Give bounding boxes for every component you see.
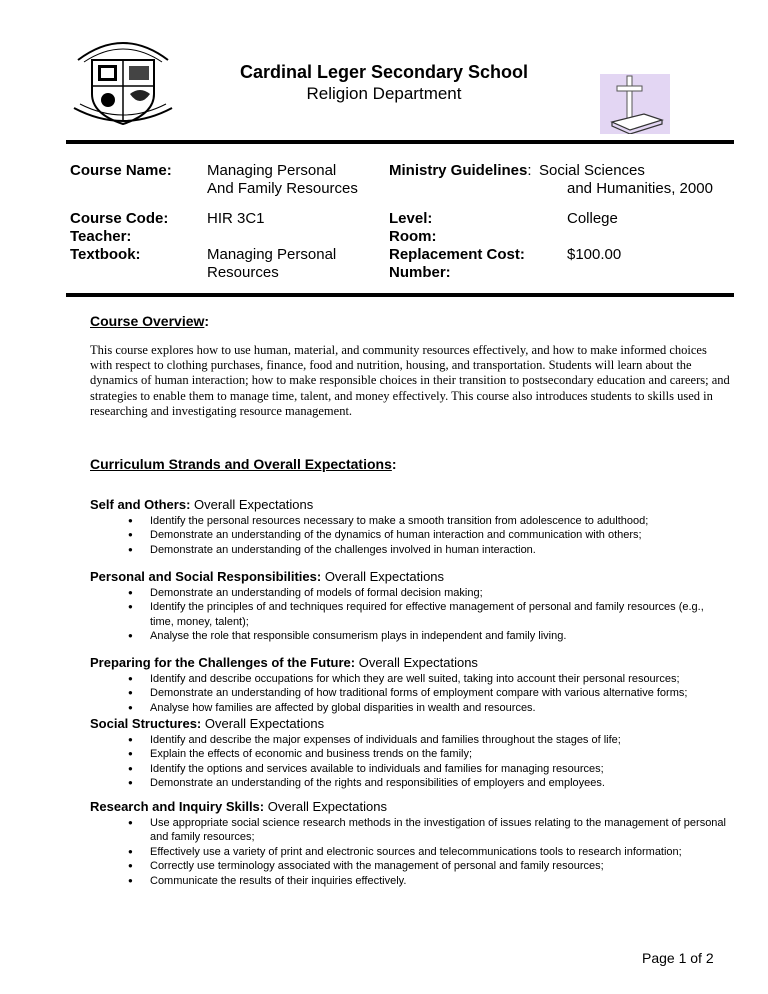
list-item: ● Demonstrate an understanding of models of formal decision making; xyxy=(138,586,728,600)
expectations-list xyxy=(138,514,728,557)
list-item: ● Explain the effects of economic and business trends on the family; xyxy=(138,747,728,761)
section-title: Preparing for the Challenges of the Future: Overall Expectations xyxy=(90,655,478,670)
expectations-list xyxy=(138,816,728,888)
school-name: Cardinal Leger Secondary School xyxy=(239,62,529,82)
list-item: ● Demonstrate an understanding of the challenges involved in human interaction. xyxy=(138,543,728,557)
textbook-label: Textbook: xyxy=(70,246,141,263)
course-name-label: Course Name: xyxy=(70,162,172,179)
ministry-label: Ministry Guidelines xyxy=(389,162,528,179)
strands-heading-text: Curriculum Strands and Overall Expectations xyxy=(90,456,392,472)
info-divider xyxy=(66,293,734,297)
cross-bible-image xyxy=(600,74,670,134)
level-value: College xyxy=(567,210,618,227)
section-title: Personal and Social Responsibilities: Overall Expectations xyxy=(90,569,445,584)
list-item: ● Demonstrate an understanding of how traditional forms of employment compare with various alternative forms; xyxy=(138,686,728,700)
expectations-list xyxy=(138,672,728,715)
list-item: ● Identify the options and services available to individuals and families for managing resources; xyxy=(138,762,728,776)
textbook-value-2: Resources xyxy=(207,264,279,281)
course-name-value-1: Managing Personal xyxy=(207,162,337,179)
list-item: ● Identify and describe occupations for which they are well suited, taking into account their personal resources; xyxy=(138,672,728,686)
course-name-value-2: And Family Resources xyxy=(207,180,358,197)
course-code-label: Course Code: xyxy=(70,210,169,227)
textbook-value-1: Managing Personal xyxy=(207,246,337,263)
teacher-label: Teacher: xyxy=(70,228,132,245)
overview-heading-text: Course Overview xyxy=(90,313,205,329)
ministry-guidelines: Ministry Guidelines: xyxy=(389,162,532,179)
list-item: ● Analyse the role that responsible consumerism plays in independent and family living. xyxy=(138,629,728,643)
expectations-list xyxy=(138,586,728,644)
list-item: ● Identify and describe the major expenses of individuals and families throughout the stages of life; xyxy=(138,733,728,747)
number-label: Number: xyxy=(389,264,451,281)
expectations-list xyxy=(138,733,728,791)
header-divider xyxy=(66,140,734,144)
list-item: ● Use appropriate social science research methods in the investigation of issues relating to the management of personal and family resources; xyxy=(138,816,728,845)
list-item: ● Communicate the results of their inquiries effectively. xyxy=(138,874,728,888)
ministry-value-2: and Humanities, 2000 xyxy=(567,180,713,197)
list-item: ● Demonstrate an understanding of the dynamics of human interaction and communication with others; xyxy=(138,528,728,542)
section-title: Research and Inquiry Skills: Overall Expectations xyxy=(90,799,387,814)
list-item: ● Effectively use a variety of print and electronic sources and telecommunications tools to research information; xyxy=(138,845,728,859)
ministry-value-1: Social Sciences xyxy=(539,162,645,179)
course-overview-text: This course explores how to use human, material, and community resources effectively, and how to make informed choices with respect to clothing purchases, finance, food and nutrition, housing, and transportation. Students will learn about the dynamics of human interaction; how to make responsible choices in their transition to postsecondary education and careers; and strategies to enable them to manage time, talent, and money effectively. This course also introduces students to skills used in researching and investigating resource management. xyxy=(90,343,730,418)
list-item: ● Correctly use terminology associated with the management of personal and family resources; xyxy=(138,859,728,873)
section-title: Self and Others: Overall Expectations xyxy=(90,497,314,512)
curriculum-strands-heading: Curriculum Strands and Overall Expectations: xyxy=(90,456,397,472)
replacement-cost-label: Replacement Cost: xyxy=(389,246,525,263)
course-overview-heading: Course Overview: xyxy=(90,313,210,329)
list-item: ● Analyse how families are affected by global disparities in wealth and resources. xyxy=(138,701,728,715)
page-number: Page 1 of 2 xyxy=(642,950,714,966)
list-item: ● Demonstrate an understanding of the rights and responsibilities of employers and employees. xyxy=(138,776,728,790)
list-item: ● Identify the principles of and techniques required for effective management of personal and family resources (e.g., time, money, talent); xyxy=(138,600,728,629)
department-name: Religion Department xyxy=(306,84,462,103)
section-title: Social Structures: Overall Expectations xyxy=(90,716,325,731)
course-code-value: HIR 3C1 xyxy=(207,210,265,227)
level-label: Level: xyxy=(389,210,433,227)
room-label: Room: xyxy=(389,228,437,245)
list-item: ● Identify the personal resources necessary to make a smooth transition from adolescence to adulthood; xyxy=(138,514,728,528)
replacement-cost-value: $100.00 xyxy=(567,246,622,263)
